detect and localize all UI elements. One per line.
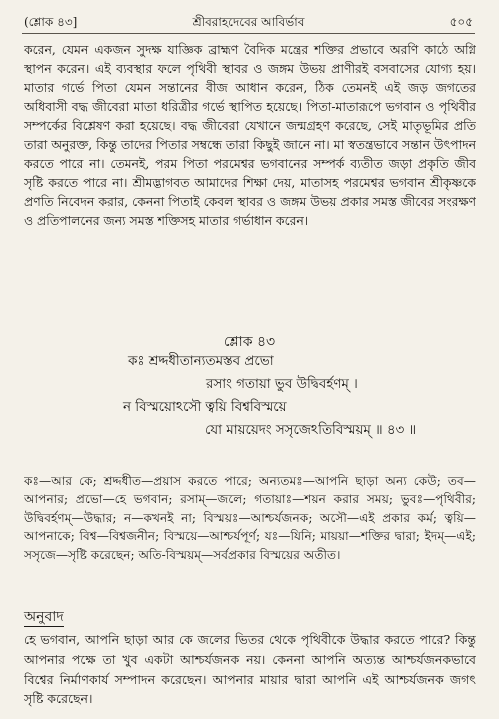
page-number: ৫০৫: [449, 15, 473, 29]
verse-line: ন বিস্ময়োঽসৌ ত্বয়ি বিশ্ববিস্ময়ে: [123, 400, 287, 415]
verse-block: [0, 350, 499, 468]
synonyms-paragraph: [24, 472, 476, 584]
verse-title: শ্লোক ৪৩: [223, 334, 276, 350]
running-header: [24, 14, 473, 30]
translation-paragraph: [24, 630, 476, 712]
purport-text: করেন, যেমন একজন সুদক্ষ যাজ্ঞিক ব্রাহ্মণ বৈদিক মন্ত্রের শক্তির প্রভাবে অরণি কাঠে অগ্নি স্থাপন করেন। এই ব্যবস্থার ফলে পৃথিবী স্থাবর ও জঙ্গম উভয় প্রাণীরই বসবাসের যোগ্য হয়। মাতার গর্ভে পিতা যেমন সন্তানের বীজ আধান করেন, ঠিক তেমনই এই জড় জগতের অধিবাসী বদ্ধ জীবেরা মাতা ধরিত্রীর গর্ভে স্থাপিত হয়েছে। পিতা-মাতারূপে ভগবান ও পৃথিবীর সম্পর্কের বিশ্লেষণ করা হয়েছে। বদ্ধ জীবেরা যেখানে জন্মগ্রহণ করেছে, সেই মাতৃভূমির প্রতি তারা অনুরক্ত, কিন্তু তাদের পিতার সম্বন্ধে তারা কিছুই জানে না। মা স্বতন্ত্রভাবে সন্তান উৎপাদন করতে পারে না। তেমনই, পরম পিতা পরমেশ্বর ভগবানের সম্পর্ক ব্যতীত জড়া প্রকৃতি জীব সৃষ্টি করতে পারে না। শ্রীমদ্ভাগবত আমাদের শিক্ষা দেয়, মাতাসহ পরমেশ্বর ভগবান শ্রীকৃষ্ণকে প্রণতি নিবেদন করার, কেননা পিতাই কেবল স্থাবর ও জঙ্গম উভয় প্রকার সমস্ত জীবের সংরক্ষণ ও প্রতিপালনের জন্য সমস্ত শক্তিসহ মাতার গর্ভাধান করেন।: [24, 42, 476, 228]
verse-line: কঃ শ্রদ্দধীতান্যতমস্তব প্রভো: [128, 354, 274, 369]
verse-line: রসাং গতায়া ভুব উদ্বিবর্হণম্ ।: [206, 377, 358, 392]
header-verse-ref: (শ্লোক ৪৩]: [24, 15, 78, 29]
header-chapter-title: শ্রীবরাহদেবের আবির্ভাব: [192, 15, 305, 29]
synonyms-text: কঃ—আর কে; শ্রদ্দধীত—প্রয়াস করতে পারে; অন্যতমঃ—আপনি ছাড়া অন্য কেউ; তব—আপনার; প্রভো—হে ভগবান; রসাম্—জলে; গতায়াঃ—শয়ন করার সময়; ভুবঃ—পৃথিবীর; উদ্বিবর্হণম্—উদ্ধার; ন—কখনই না; বিস্ময়ঃ—আশ্চর্যজনক; অসৌ—এই প্রকার কর্ম; ত্বয়ি—আপনাকে; বিশ্ব—বিশ্বজনীন; বিস্ময়ে—আশ্চর্যপূর্ণ; যঃ—যিনি; মায়য়া—শক্তির দ্বারা; ইদম্—এই; সসৃজে—সৃষ্টি করেছেন; অতি-বিস্ময়ম্—সর্বপ্রকার বিস্ময়ের অতীত।: [24, 474, 476, 562]
header-rule: [22, 33, 475, 34]
translation-text: হে ভগবান, আপনি ছাড়া আর কে জলের ভিতর থেকে পৃথিবীকে উদ্ধার করতে পারে? কিন্তু আপনার পক্ষে তা খুব একটা আশ্চর্যজনক নয়। কেননা আপনি অত্যন্ত আশ্চর্যজনকভাবে বিশ্বের নির্মাণকার্য সম্পাদন করেছেন। আপনার মায়ার দ্বারা আপনি এই আশ্চর্যজনক জগৎ সৃষ্টি করেছেন।: [24, 632, 476, 707]
purport-paragraph: [24, 40, 476, 298]
translation-title: অনুবাদ: [24, 609, 64, 625]
translation-heading: [24, 605, 64, 629]
verse-line: যো মায়য়েদং সসৃজেঽতিবিস্ময়ম্ ॥ ৪৩ ॥: [205, 423, 417, 438]
